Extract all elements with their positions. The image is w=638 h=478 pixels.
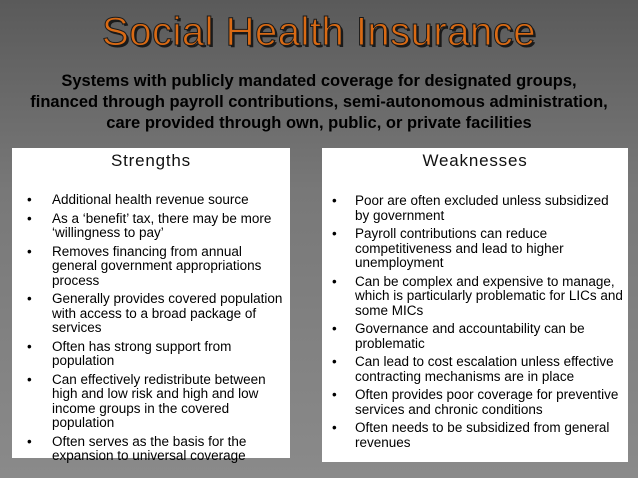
weakness-item [322,355,628,384]
strength-text: Removes financing from annual general government appropriations process [52,243,262,288]
bullet-icon: • [332,420,337,435]
strength-text: As a ‘benefit’ tax, there may be more ‘willingness to pay’ [52,210,272,240]
bullet-icon: • [27,291,32,306]
bullet-icon: • [332,354,337,369]
weaknesses-panel [322,148,628,462]
strength-item [12,193,290,208]
strength-text: Generally provides covered population with access to a broad package of services [52,291,283,335]
strengths-list [12,193,290,464]
weakness-item [322,194,628,223]
strength-text: Can effectively redistribute between high and low risk and high and low income groups in the covered population [52,371,266,430]
bullet-icon: • [332,193,337,208]
bullet-icon: • [27,433,32,449]
strength-text: Additional health revenue source [52,192,249,207]
strengths-heading: Strengths [111,151,191,170]
strength-text: Often has strong support from population [52,338,232,368]
bullet-icon: • [332,273,337,289]
bullet-icon: • [27,192,32,207]
weaknesses-heading: Weaknesses [422,151,528,170]
weakness-text: Can be complex and expensive to manage, which is particularly problematic for LICs and some MICs [355,273,623,318]
bullet-icon: • [332,387,337,402]
strength-item [12,373,290,431]
weakness-text: Often needs to be subsidized from general revenues [355,420,610,450]
slide-subtitle: Systems with publicly mandated coverage for designated groups, financed through payroll contributions, semi-autonomous administration, care provided through own, public, or private facilities [30,72,608,132]
weakness-text: Often provides poor coverage for preventive services and chronic conditions [355,387,619,417]
weakness-text: Governance and accountability can be problematic [355,321,585,351]
weakness-item [322,275,628,319]
strength-item [12,292,290,336]
strength-item [12,245,290,289]
strength-item [12,340,290,369]
bullet-icon: • [27,338,32,354]
bullet-icon: • [332,226,337,241]
strength-item [12,435,290,464]
strength-text: Often serves as the basis for the expansion to universal coverage [52,433,247,463]
bullet-icon: • [27,210,32,226]
weakness-item [322,421,628,450]
strengths-panel [12,148,290,463]
weakness-item [322,388,628,417]
weakness-item [322,227,628,271]
weakness-item [322,322,628,351]
bullet-icon: • [27,243,32,259]
weakness-text: Poor are often excluded unless subsidized by government [355,193,609,223]
slide-title: Social Health Insurance [102,10,536,54]
bullet-icon: • [332,321,337,336]
weaknesses-list [322,194,628,450]
weakness-text: Can lead to cost escalation unless effective contracting mechanisms are in place [355,354,614,384]
strength-item [12,212,290,241]
bullet-icon: • [27,371,32,387]
weakness-text: Payroll contributions can reduce competitiveness and lead to higher unemployment [355,226,564,270]
